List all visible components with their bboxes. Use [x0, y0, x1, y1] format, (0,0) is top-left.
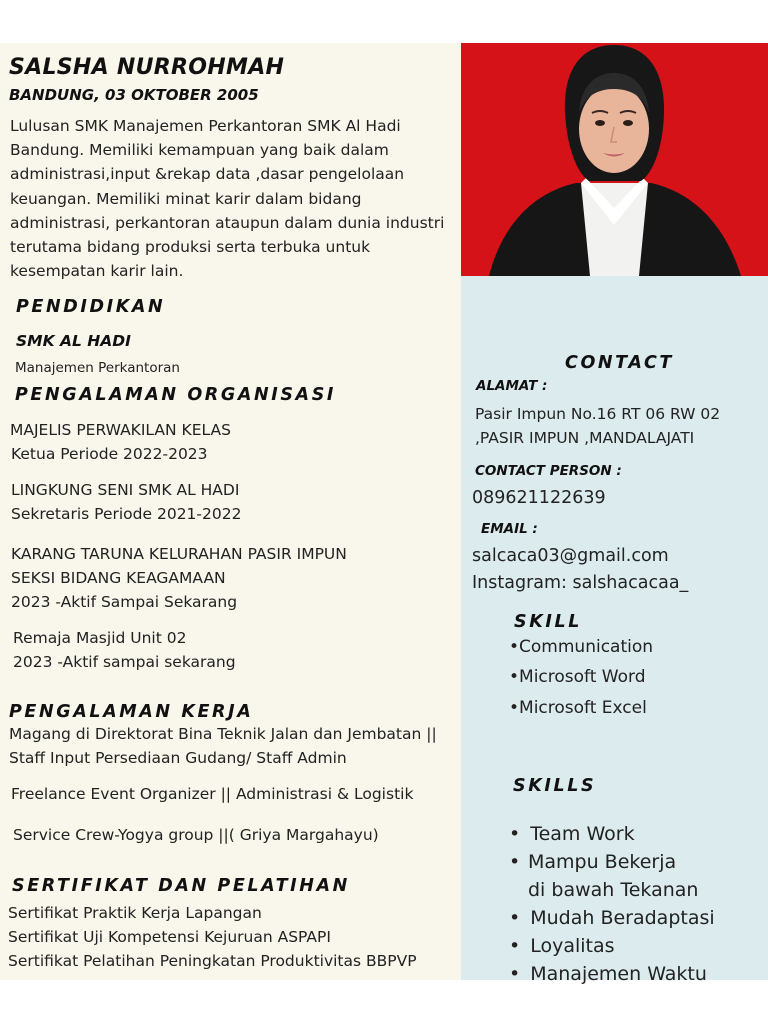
- bullet-icon: •: [509, 935, 521, 957]
- skills-item: • Mudah Beradaptasi: [509, 907, 715, 929]
- bullet-icon: •: [509, 823, 521, 845]
- organization-item-detail: Sekretaris Periode 2021-2022: [11, 505, 242, 523]
- certificate-item: Sertifikat Praktik Kerja Lapangan: [8, 904, 262, 922]
- skill-item: •Microsoft Excel: [509, 698, 647, 718]
- organization-heading: PENGALAMAN ORGANISASI: [15, 385, 337, 405]
- right-column: [461, 276, 768, 985]
- left-column: [0, 43, 461, 980]
- bullet-icon: •: [509, 963, 521, 985]
- skills-item: • Mampu Bekerja di bawah Tekanan: [509, 848, 699, 904]
- email-address: salcaca03@gmail.com: [472, 546, 669, 566]
- contact-heading: CONTACT: [565, 353, 674, 373]
- certificate-item: Sertifikat Uji Kompetensi Kejuruan ASPAPI: [8, 928, 331, 946]
- bullet-icon: •: [509, 637, 520, 657]
- profile-summary: Lulusan SMK Manajemen Perkantoran SMK Al Hadi Bandung. Memiliki kemampuan yang baik dalam administrasi,input &rekap data ,dasar pengelolaan keuangan. Memiliki minat karir dalam bidang administrasi, perkantoran ataupun dalam dunia industri terutama bidang produksi serta terbuka untuk kesempatan karir lain.: [10, 117, 445, 281]
- skills-item: • Team Work: [509, 823, 635, 845]
- contact-person-label: CONTACT PERSON :: [475, 463, 622, 479]
- birth-place-date: BANDUNG, 03 OKTOBER 2005: [9, 86, 259, 104]
- organization-item-title: Remaja Masjid Unit 02: [13, 629, 187, 647]
- skill-heading: SKILL: [514, 612, 582, 632]
- skills-item: • Manajemen Waktu: [509, 963, 707, 985]
- organization-item-detail: Ketua Periode 2022-2023: [11, 445, 208, 463]
- address-label: ALAMAT :: [476, 378, 548, 394]
- certificates-heading: SERTIFIKAT DAN PELATIHAN: [12, 876, 350, 896]
- address-text: Pasir Impun No.16 RT 06 RW 02 ,PASIR IMPUN ,MANDALAJATI: [475, 405, 721, 447]
- portrait-illustration: [461, 43, 768, 276]
- bullet-icon: •: [509, 698, 520, 718]
- organization-item-detail: SEKSI BIDANG KEAGAMAAN: [11, 569, 226, 587]
- skills-item: • Loyalitas: [509, 935, 615, 957]
- education-heading: PENDIDIKAN: [16, 297, 166, 317]
- organization-item-title: LINGKUNG SENI SMK AL HADI: [11, 481, 240, 499]
- work-item-title: Freelance Event Organizer || Administrasi & Logistik: [11, 785, 414, 803]
- resume-page: [0, 43, 768, 985]
- email-label: EMAIL :: [481, 521, 538, 537]
- organization-item-period: 2023 -Aktif Sampai Sekarang: [11, 593, 238, 611]
- skill-item: •Communication: [509, 637, 654, 657]
- work-item-title: Service Crew-Yogya group ||( Griya Margahayu): [13, 826, 379, 844]
- education-major: Manajemen Perkantoran: [15, 360, 180, 376]
- organization-item-title: KARANG TARUNA KELURAHAN PASIR IMPUN: [11, 545, 347, 563]
- bullet-icon: •: [509, 907, 521, 929]
- organization-item-period: 2023 -Aktif sampai sekarang: [13, 653, 236, 671]
- bullet-icon: •: [509, 667, 520, 687]
- skills-heading: SKILLS: [513, 776, 597, 796]
- bullet-icon: •: [509, 851, 521, 873]
- candidate-name: SALSHA NURROHMAH: [9, 55, 285, 80]
- instagram-handle: Instagram: salshacacaa_: [472, 573, 689, 593]
- work-heading: PENGALAMAN KERJA: [9, 702, 254, 722]
- education-school: SMK AL HADI: [16, 332, 131, 350]
- skill-item: •Microsoft Word: [509, 667, 646, 687]
- work-item-detail: Staff Input Persediaan Gudang/ Staff Admin: [9, 749, 347, 767]
- phone-number: 089621122639: [472, 488, 606, 508]
- certificate-item: Sertifikat Pelatihan Peningkatan Produktivitas BBPVP: [8, 952, 417, 970]
- organization-item-title: MAJELIS PERWAKILAN KELAS: [10, 421, 231, 439]
- work-item-title: Magang di Direktorat Bina Teknik Jalan dan Jembatan ||: [9, 725, 437, 743]
- profile-photo: [461, 43, 768, 276]
